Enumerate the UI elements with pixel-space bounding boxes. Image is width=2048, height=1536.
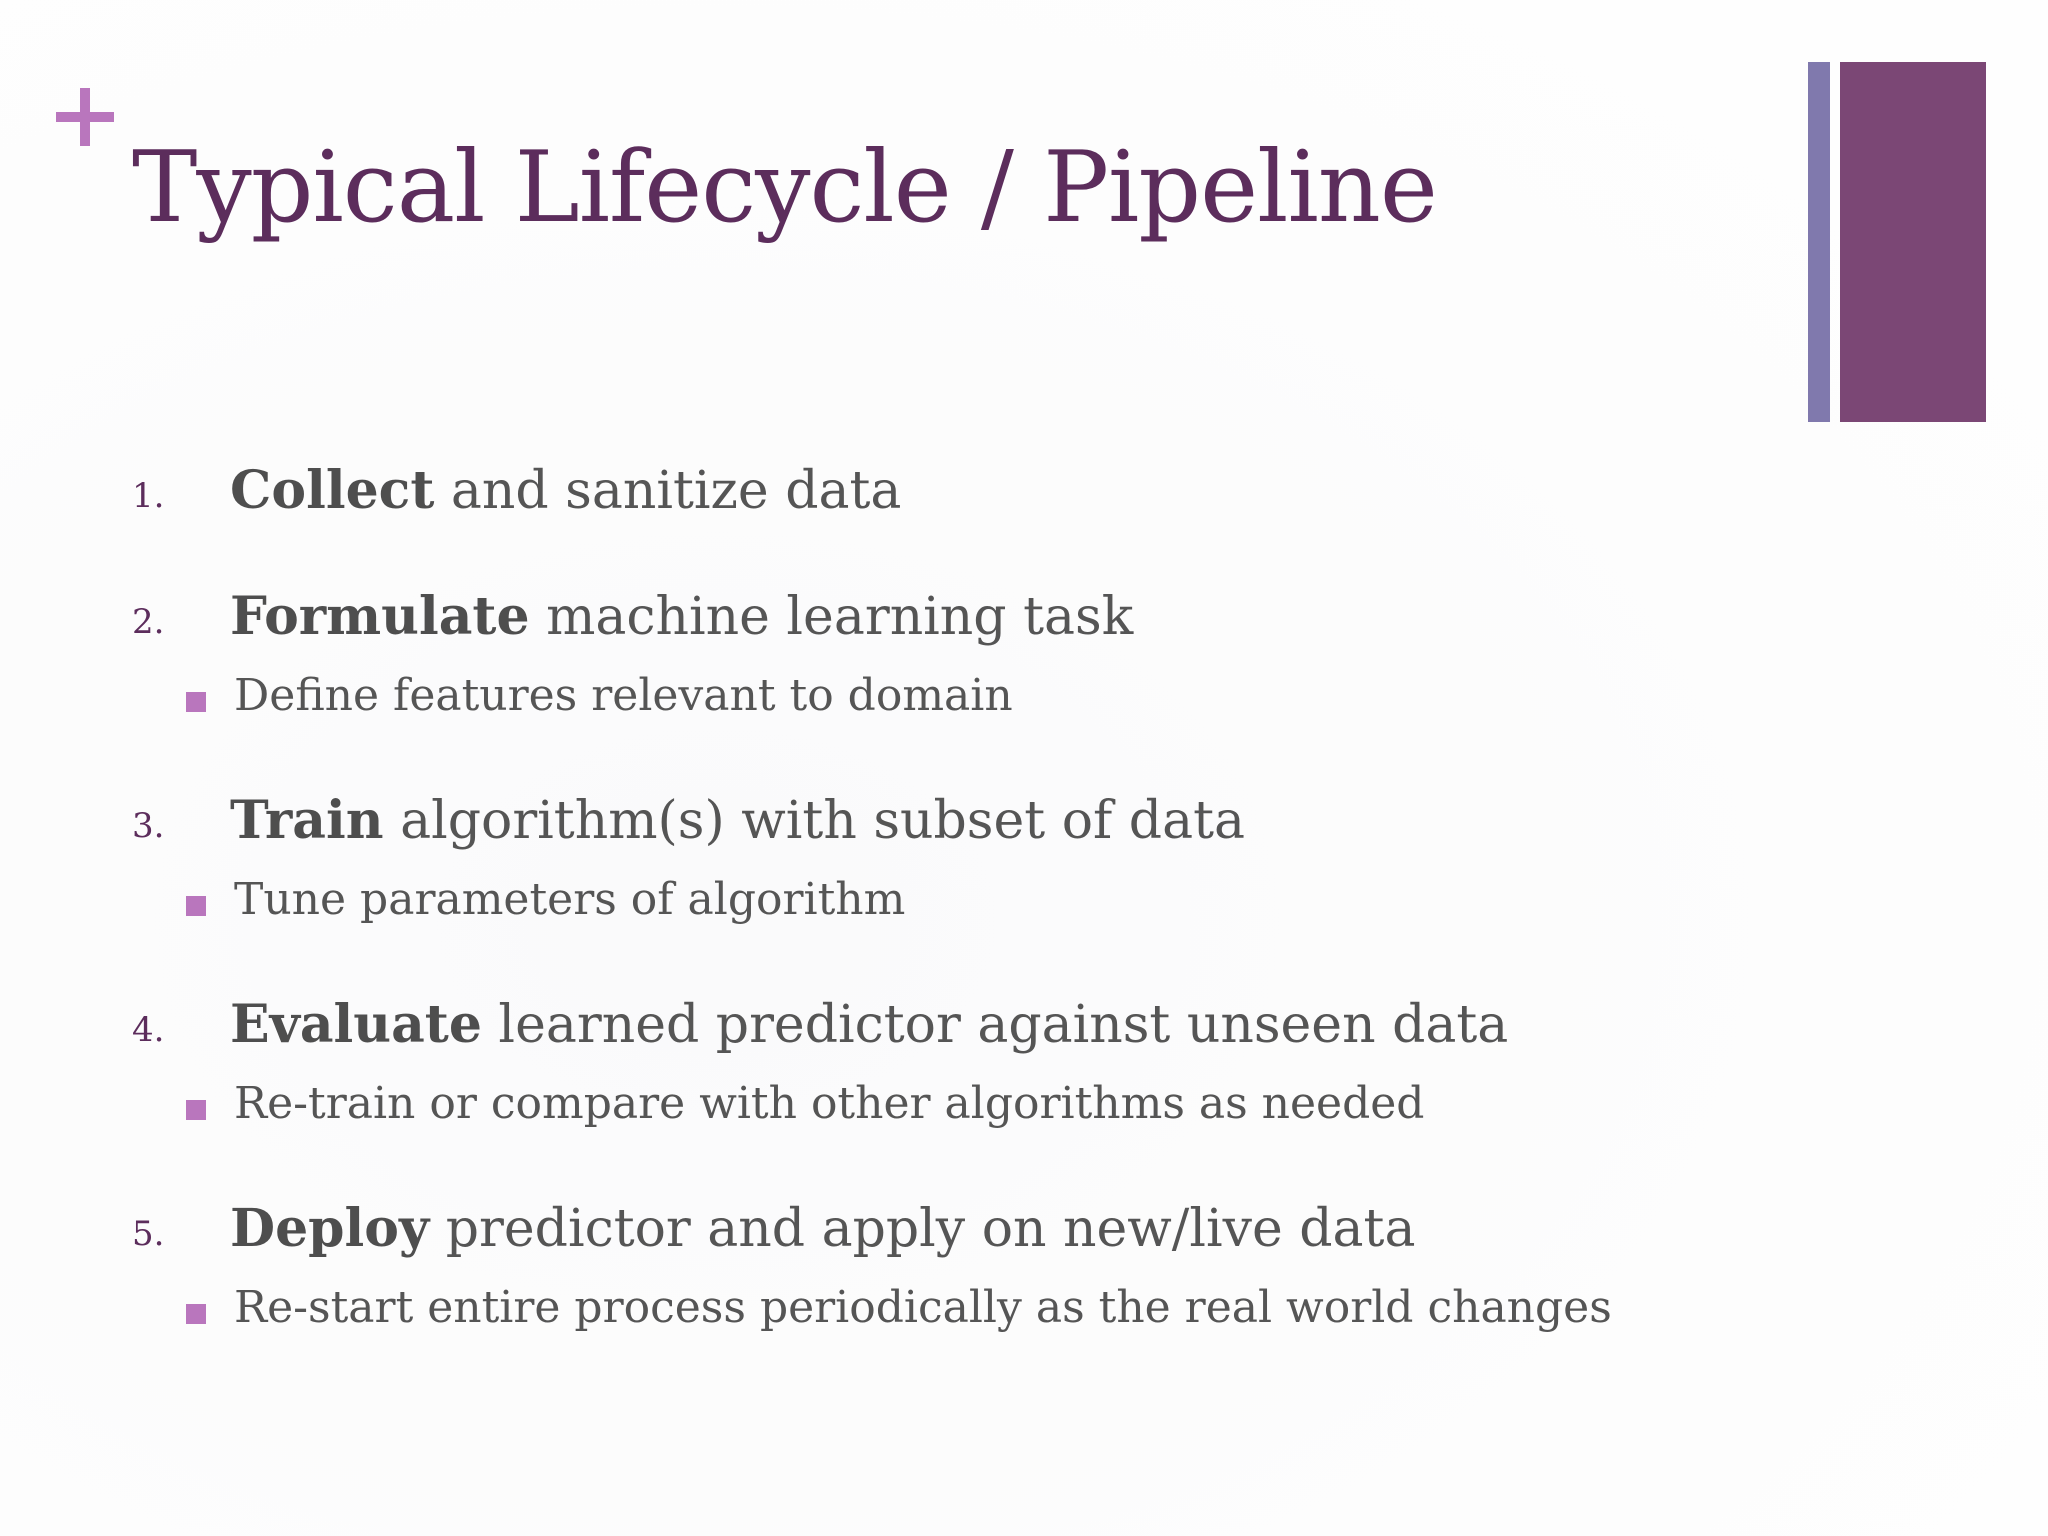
step-text: [230, 790, 1245, 851]
square-bullet-icon: [186, 896, 206, 916]
step-keyword: Evaluate: [230, 994, 482, 1055]
step-keyword: Train: [230, 790, 384, 851]
step-number: 1.: [132, 476, 165, 516]
step-keyword: Deploy: [230, 1198, 430, 1259]
step-description: predictor and apply on new/live data: [429, 1199, 1416, 1259]
step-description: learned predictor against unseen data: [481, 995, 1509, 1055]
sub-point-text: Tune parameters of algorithm: [234, 874, 906, 925]
step-text: [230, 994, 1508, 1055]
step-text: [230, 586, 1133, 647]
step-description: machine learning task: [529, 587, 1134, 647]
step-keyword: Collect: [230, 460, 435, 521]
step-number: 2.: [132, 602, 165, 642]
step-text: [230, 460, 901, 521]
decorative-bar-thin: [1808, 62, 1830, 422]
step-number: 5.: [132, 1214, 165, 1254]
step-text: [230, 1198, 1415, 1259]
square-bullet-icon: [186, 1100, 206, 1120]
sub-point-text: Re-start entire process periodically as the real world changes: [234, 1282, 1612, 1333]
square-bullet-icon: [186, 1304, 206, 1324]
sub-point-text: Re-train or compare with other algorithms as needed: [234, 1078, 1425, 1129]
step-number: 3.: [132, 806, 165, 846]
slide-title: Typical Lifecycle / Pipeline: [132, 131, 1437, 245]
step-description: and sanitize data: [434, 461, 902, 521]
step-description: algorithm(s) with subset of data: [383, 791, 1245, 851]
square-bullet-icon: [186, 692, 206, 712]
plus-icon: [56, 88, 114, 146]
step-keyword: Formulate: [230, 586, 530, 647]
step-number: 4.: [132, 1010, 165, 1050]
decorative-bar-thick: [1840, 62, 1986, 422]
sub-point-text: Define features relevant to domain: [234, 670, 1013, 721]
